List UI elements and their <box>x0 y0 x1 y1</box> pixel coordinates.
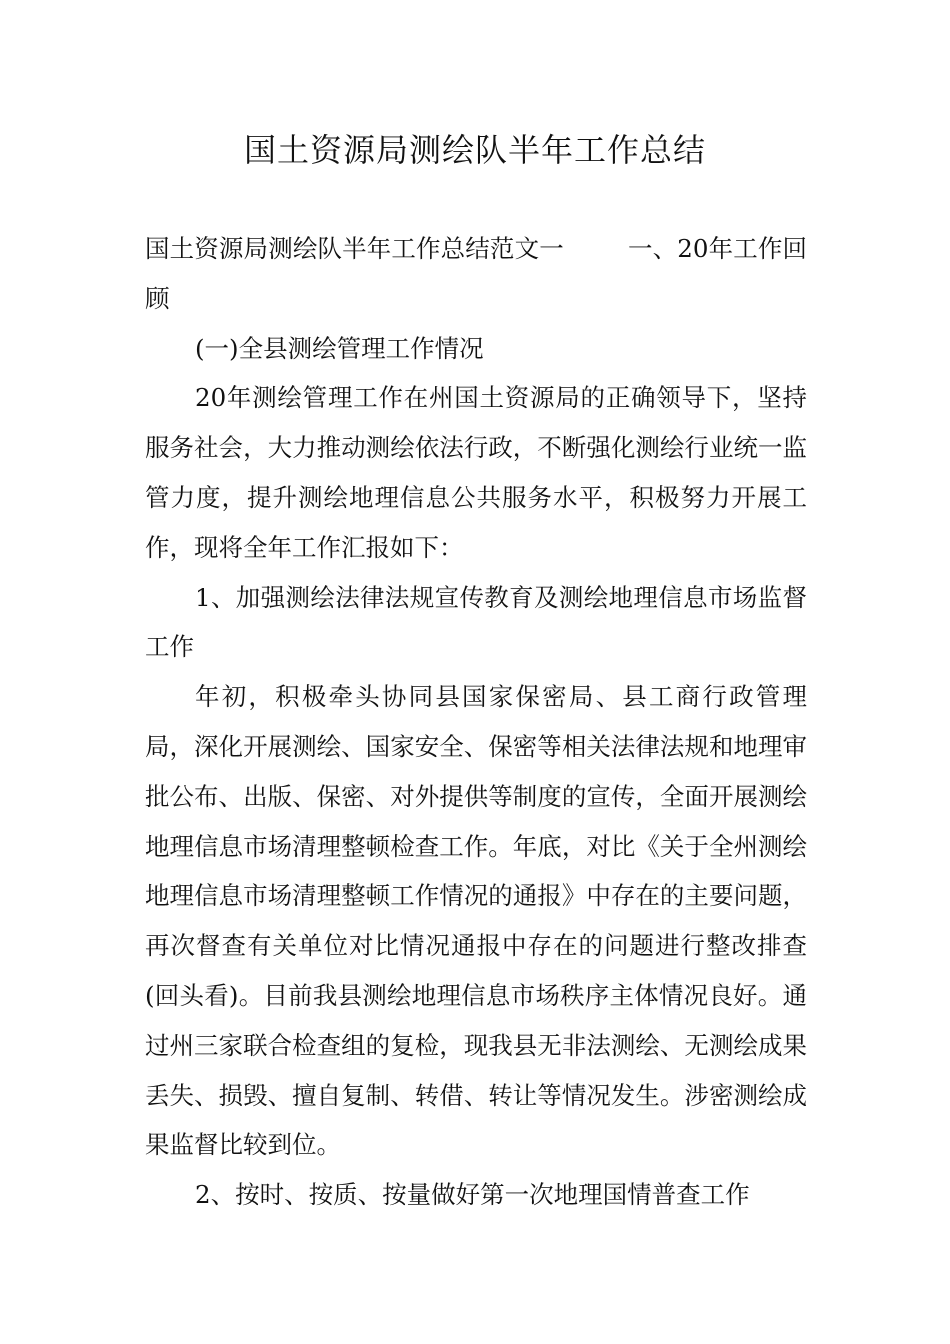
intro-lead: 国土资源局测绘队半年工作总结范文一 <box>145 234 564 263</box>
intro-paragraph <box>145 224 807 324</box>
document-title: 国土资源局测绘队半年工作总结 <box>243 131 706 169</box>
item-2-heading: 2、按时、按质、按量做好第一次地理国情普查工作 <box>195 1180 750 1210</box>
intro-heading: 一、20年工作回顾 <box>145 234 808 313</box>
section-1-heading: (一)全县测绘管理工作情况 <box>195 333 484 363</box>
item-1-heading: 1、加强测绘法律法规宣传教育及测绘地理信息市场监督工作 <box>145 582 807 662</box>
item-1-paragraph: 年初，积极牵头协同县国家保密局、县工商行政管理局，深化开展测绘、国家安全、保密等相关法律法规和地理审批公布、出版、保密、对外提供等制度的宣传，全面开展测绘地理信息市场清理整顿检查工作。年底，对比《关于全州测绘地理信息市场清理整顿工作情况的通报》中存在的主要问题，再次督查有关单位对比情况通报中存在的问题进行整改排查(回头看)。目前我县测绘地理信息市场秩序主体情况良好。通过州三家联合检查组的复检，现我县无非法测绘、无测绘成果丢失、损毁、擅自复制、转借、转让等情况发生。涉密测绘成果监督比较到位。 <box>145 682 807 1160</box>
document-body <box>145 224 807 1220</box>
section-1-paragraph: 20年测绘管理工作在州国土资源局的正确领导下，坚持服务社会，大力推动测绘依法行政，不断强化测绘行业统一监管力度，提升测绘地理信息公共服务水平，积极努力开展工作，现将全年工作汇报如下： <box>145 383 807 562</box>
